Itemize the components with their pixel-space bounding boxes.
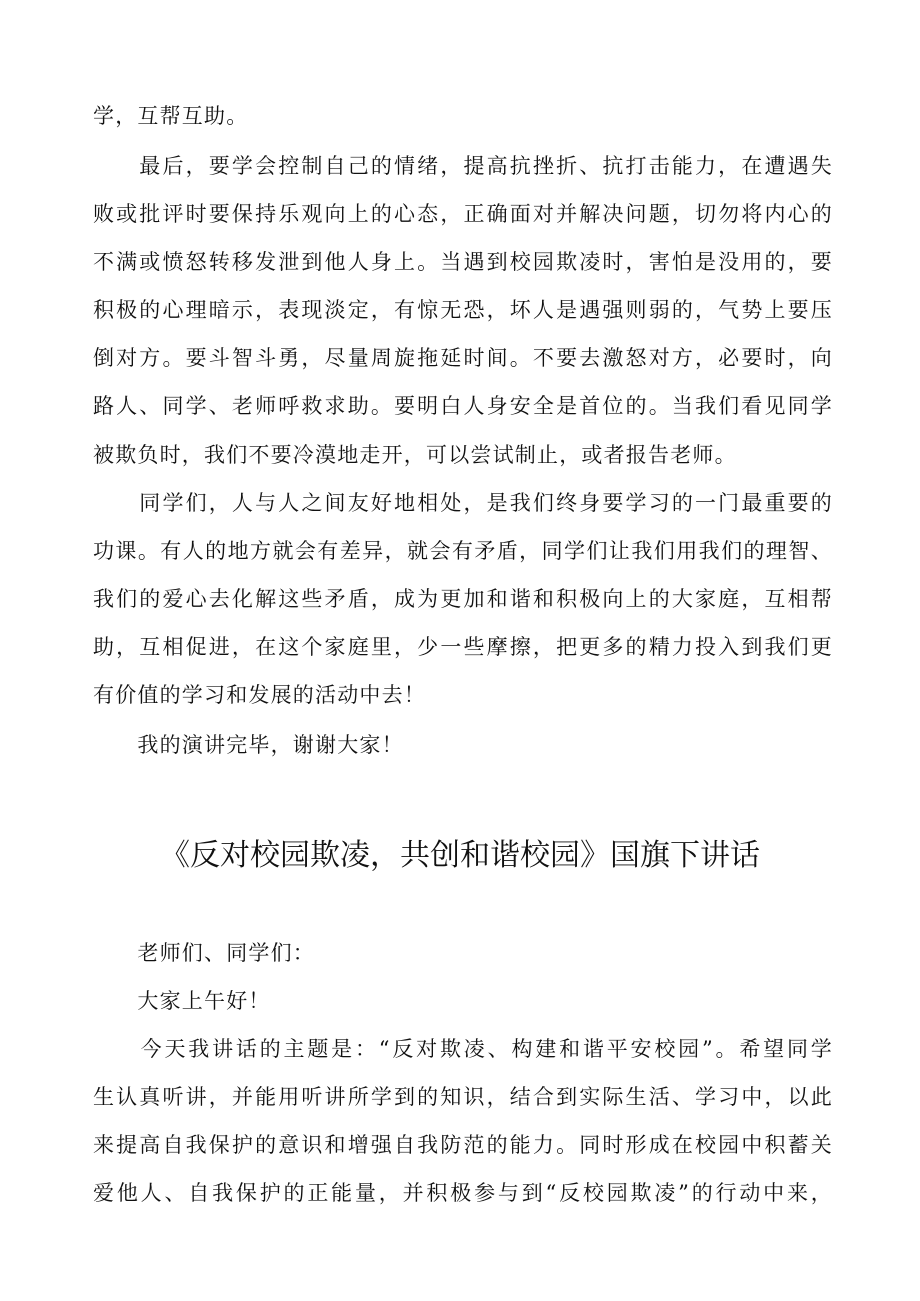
paragraph-line: 功课。有人的地方就会有差异，就会有矛盾，同学们让我们用我们的理智、 <box>93 539 833 563</box>
paragraph-line: 有价值的学习和发展的活动中去！ <box>93 683 426 707</box>
paragraph-line: 助，互相促进，在这个家庭里，少一些摩擦，把更多的精力投入到我们更 <box>93 635 833 659</box>
paragraph-line: 生认真听讲，并能用听讲所学到的知识，结合到实际生活、学习中，以此 <box>93 1085 833 1109</box>
paragraph-line: 路人、同学、老师呼救求助。要明白人身安全是首位的。当我们看见同学 <box>93 394 833 418</box>
salutation-line: 老师们、同学们： <box>93 941 315 965</box>
paragraph-line: 被欺负时，我们不要冷漠地走开，可以尝试制止，或者报告老师。 <box>93 443 737 467</box>
paragraph-line: 来提高自我保护的意识和增强自我防范的能力。同时形成在校园中积蓄关 <box>93 1133 833 1157</box>
paragraph-line: 最后，要学会控制自己的情绪，提高抗挫折、抗打击能力，在遭遇失 <box>93 154 833 178</box>
paragraph-line: 倒对方。要斗智斗勇，尽量周旋拖延时间。不要去激怒对方，必要时，向 <box>93 346 833 370</box>
paragraph-line: 我们的爱心去化解这些矛盾，成为更加和谐和积极向上的大家庭，互相帮 <box>93 587 833 611</box>
closing-line: 我的演讲完毕，谢谢大家！ <box>93 733 404 757</box>
paragraph-line: 爱他人、自我保护的正能量，并积极参与到“反校园欺凌”的行动中来， <box>93 1181 833 1205</box>
greeting-line: 大家上午好！ <box>93 989 271 1013</box>
paragraph-line: 今天我讲话的主题是：“反对欺凌、构建和谐平安校园”。希望同学 <box>93 1037 833 1061</box>
paragraph-line: 败或批评时要保持乐观向上的心态，正确面对并解决问题，切勿将内心的 <box>93 202 833 226</box>
paragraph-line: 不满或愤怒转移发泄到他人身上。当遇到校园欺凌时，害怕是没用的，要 <box>93 250 833 274</box>
paragraph-line: 学，互帮互助。 <box>93 104 249 128</box>
speech-title: 《反对校园欺凌，共创和谐校园》国旗下讲话 <box>160 838 760 873</box>
paragraph-line: 积极的心理暗示，表现淡定，有惊无恐，坏人是遇强则弱的，气势上要压 <box>93 298 833 322</box>
paragraph-line: 同学们，人与人之间友好地相处，是我们终身要学习的一门最重要的 <box>93 491 833 515</box>
